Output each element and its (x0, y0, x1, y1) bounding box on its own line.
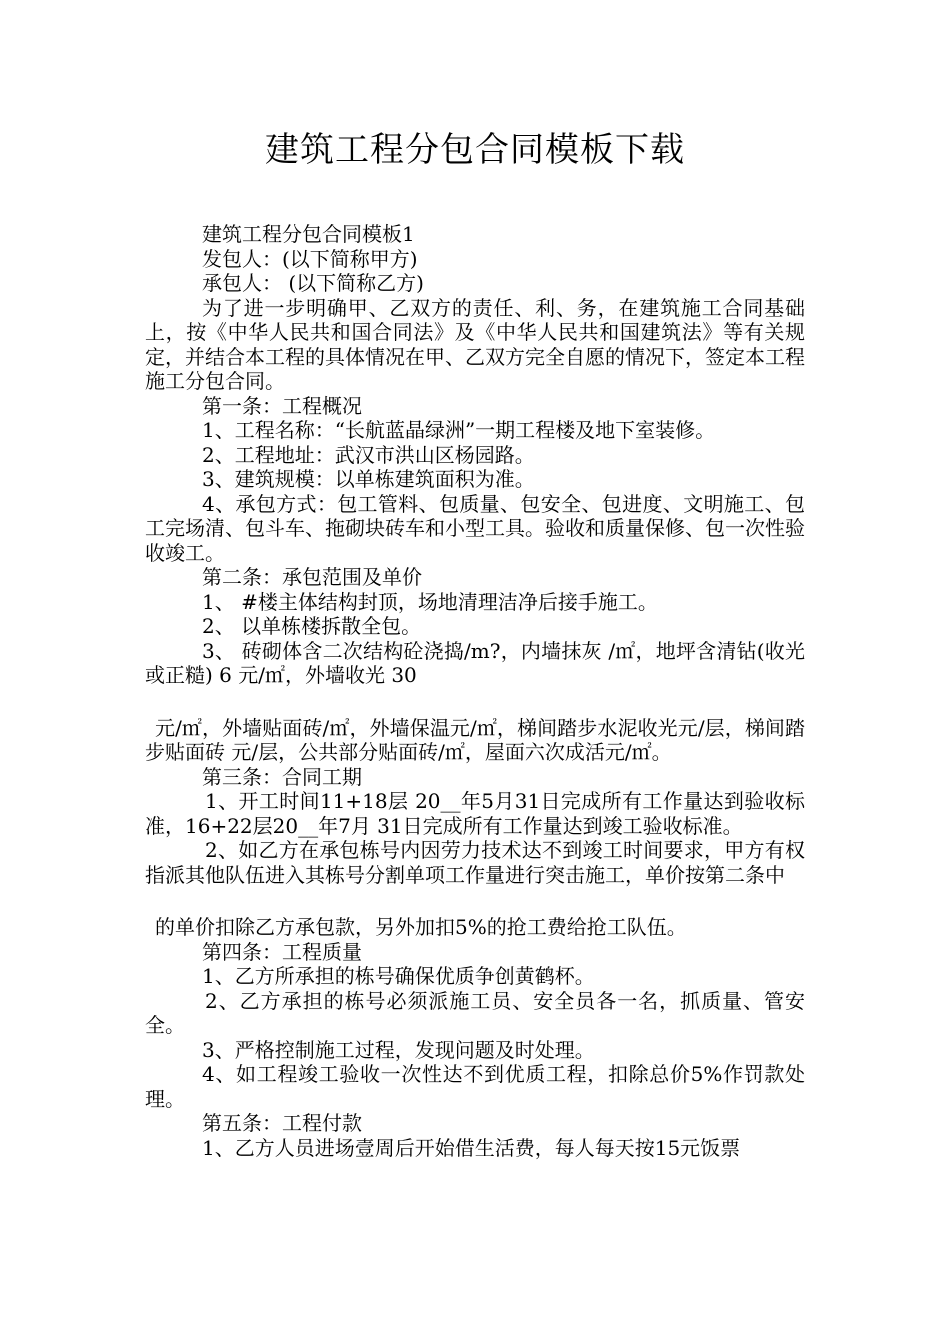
article-2-heading: 第二条：承包范围及单价 (202, 565, 422, 589)
article-3-item-2: 2、如乙方在承包栋号内因劳力技术达不到竣工时间要求，甲方有权 指派其他队伍进入其栋号分割单项工作量进行突击施工，单价按第二条中 (145, 838, 805, 887)
article-3-item-2-continued: 的单价扣除乙方承包款，另外加扣5%的抢工费给抢工队伍。 (155, 915, 687, 939)
paragraph-gap (145, 887, 805, 915)
article-1-item-1: 1、工程名称：“长航蓝晶绿洲”一期工程楼及地下室装修。 (202, 418, 716, 442)
article-3-item-1: 1、开工时间11+18层 20__年5月31日完成所有工作量达到验收标准，16+22层20__年7月 31日完成所有工作量达到竣工验收标准。 (145, 789, 805, 838)
article-4-item-4: 4、如工程竣工验收一次性达不到优质工程，扣除总价5%作罚款处理。 (145, 1062, 805, 1111)
article-4-item-1: 1、乙方所承担的栋号确保优质争创黄鹤杯。 (202, 964, 595, 988)
article-2-item-3-continued: 元/㎡，外墙贴面砖/㎡，外墙保温元/㎡，梯间踏步水泥收光元/层，梯间踏步贴面砖 元/层，公共部分贴面砖/㎡，屋面六次成活元/㎡。 (145, 715, 805, 764)
paragraph-preamble: 为了进一步明确甲、乙双方的责任、利、务，在建筑施工合同基础上，按《中华人民共和国合同法》及《中华人民共和国建筑法》等有关规定，并结合本工程的具体情况在甲、乙双方完全自愿的情况下，签定本工程施工分包合同。 (145, 295, 805, 393)
article-1-item-3: 3、建筑规模：以单栋建筑面积为准。 (202, 467, 535, 491)
article-5-heading: 第五条：工程付款 (202, 1111, 362, 1135)
article-4-item-2: 2、乙方承担的栋号必须派施工员、安全员各一名，抓质量、管安全。 (145, 988, 805, 1037)
paragraph-contractor: 承包人： (以下简称乙方) (202, 271, 424, 295)
article-2-item-1: 1、 #楼主体结构封顶，场地清理洁净后接手施工。 (202, 589, 658, 614)
article-3-heading: 第三条：合同工期 (202, 764, 362, 789)
paragraph-gap (145, 688, 805, 716)
article-1-heading: 第一条：工程概况 (202, 393, 362, 418)
article-5-item-1: 1、乙方人员进场壹周后开始借生活费，每人每天按15元饭票 (202, 1135, 741, 1160)
paragraph-template-heading: 建筑工程分包合同模板1 (202, 222, 415, 246)
article-4-item-3: 3、严格控制施工过程，发现问题及时处理。 (202, 1037, 595, 1062)
article-2-item-2: 2、 以单栋楼拆散全包。 (202, 614, 422, 638)
article-1-item-4: 4、承包方式：包工管料、包质量、包安全、包进度、文明施工、包工完场清、包斗车、拖砌块砖车和小型工具。验收和质量保修、包一次性验收竣工。 (145, 491, 805, 565)
article-2-item-3: 3、 砖砌体含二次结构砼浇捣/m?，内墙抹灰 /㎡，地坪含清钻(收光或正糙) 6 元/㎡，外墙收光 30 (145, 638, 805, 687)
document-title: 建筑工程分包合同模板下载 (265, 130, 685, 170)
paragraph-employer: 发包人：(以下简称甲方) (202, 246, 418, 271)
article-4-heading: 第四条：工程质量 (202, 939, 362, 964)
article-1-item-2: 2、工程地址：武汉市洪山区杨园路。 (202, 442, 535, 467)
document-body (145, 222, 805, 1160)
